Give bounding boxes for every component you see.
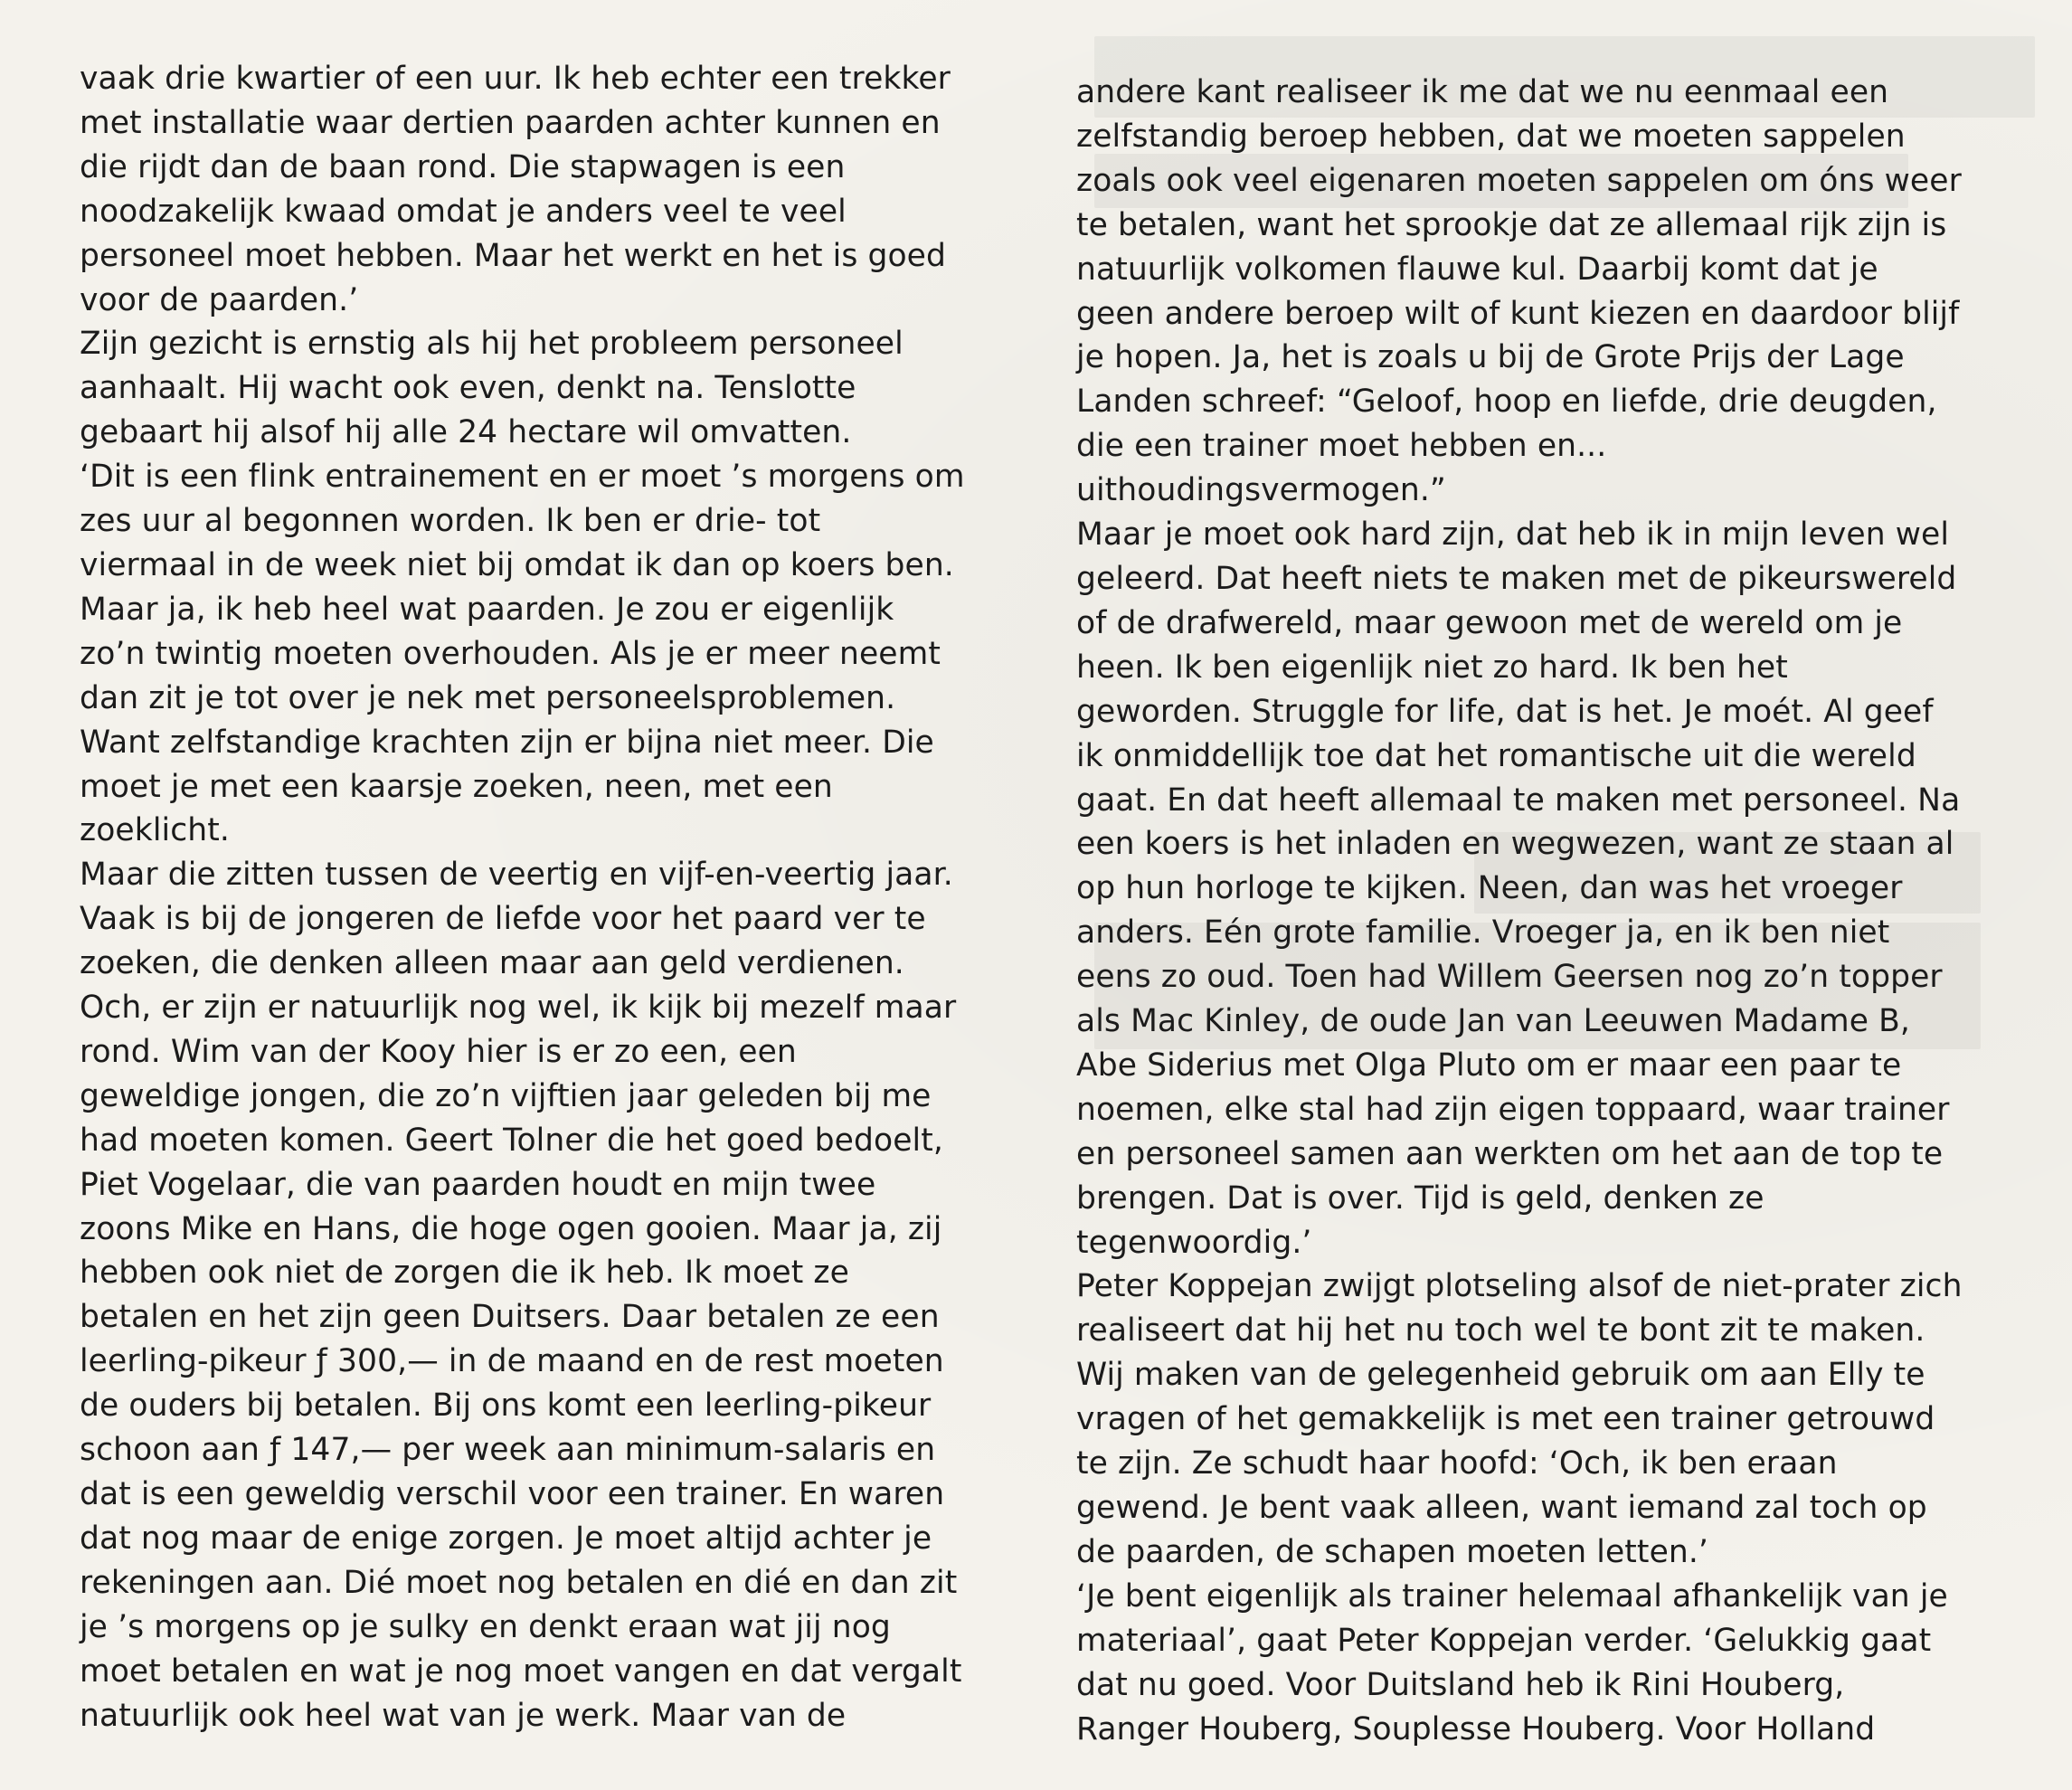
- left-column-text-line: rekeningen aan. Dié moet nog betalen en dié en dan zit: [80, 1564, 958, 1601]
- right-column-text-line: te zijn. Ze schudt haar hoofd: ‘Och, ik ben eraan: [1076, 1445, 1838, 1482]
- left-column-text-line: zo’n twintig moeten overhouden. Als je er meer neemt: [80, 635, 941, 672]
- left-column-text-line: Maar ja, ik heb heel wat paarden. Je zou er eigenlijk: [80, 591, 894, 628]
- left-column-text-line: schoon aan ƒ 147,— per week aan minimum-salaris en: [80, 1432, 936, 1469]
- left-column-text-line: dat nog maar de enige zorgen. Je moet altijd achter je: [80, 1520, 932, 1557]
- right-column-text-line: geen andere beroep wilt of kunt kiezen en daardoor blijf: [1076, 295, 1960, 332]
- right-column-text-line: Abe Siderius met Olga Pluto om er maar een paar te: [1076, 1047, 1902, 1084]
- right-column-text-line: Maar je moet ook hard zijn, dat heb ik in mijn leven wel: [1076, 516, 1950, 554]
- right-column-text-line: gaat. En dat heeft allemaal te maken met personeel. Na: [1076, 781, 1961, 819]
- right-column-text-line: tegenwoordig.’: [1076, 1224, 1312, 1261]
- left-column-text-line: aanhaalt. Hij wacht ook even, denkt na. Tenslotte: [80, 370, 856, 407]
- left-column-text-line: zoeken, die denken alleen maar aan geld verdienen.: [80, 945, 904, 982]
- left-column-text-line: ‘Dit is een flink entrainement en er moet ’s morgens om: [80, 459, 965, 496]
- left-column-text-line: hebben ook niet de zorgen die ik heb. Ik moet ze: [80, 1255, 849, 1292]
- right-column-text-line: te betalen, want het sprookje dat ze allemaal rijk zijn is: [1076, 206, 1947, 243]
- right-column-text-line: anders. Eén grote familie. Vroeger ja, en ik ben niet: [1076, 914, 1890, 952]
- left-column-text-line: moet betalen en wat je nog moet vangen en dat vergalt: [80, 1653, 962, 1690]
- left-column-text-line: zes uur al begonnen worden. Ik ben er drie- tot: [80, 503, 821, 540]
- right-column-text-line: geworden. Struggle for life, dat is het. Je moét. Al geef: [1076, 693, 1934, 730]
- left-column-text-line: met installatie waar dertien paarden achter kunnen en: [80, 104, 941, 141]
- left-column-text-line: dan zit je tot over je nek met personeelsproblemen.: [80, 679, 896, 716]
- right-column-text-line: als Mac Kinley, de oude Jan van Leeuwen Madame B,: [1076, 1003, 1910, 1040]
- right-column-text-line: realiseert dat hij het nu toch wel te bont zit te maken.: [1076, 1312, 1925, 1350]
- right-column-text-line: eens zo oud. Toen had Willem Geersen nog zo’n topper: [1076, 959, 1943, 996]
- right-column-text-line: Ranger Houberg, Souplesse Houberg. Voor Holland: [1076, 1710, 1876, 1747]
- right-column-text-line: vragen of het gemakkelijk is met een trainer getrouwd: [1076, 1401, 1935, 1438]
- right-column-text-line: natuurlijk volkomen flauwe kul. Daarbij komt dat je: [1076, 251, 1878, 288]
- left-column-text-line: Zijn gezicht is ernstig als hij het probleem personeel: [80, 326, 904, 363]
- left-column-text-line: had moeten komen. Geert Tolner die het goed bedoelt,: [80, 1122, 943, 1159]
- right-column-text-line: de paarden, de schapen moeten letten.’: [1076, 1533, 1708, 1570]
- left-column-text-line: vaak drie kwartier of een uur. Ik heb echter een trekker: [80, 61, 951, 97]
- left-text-column: [80, 57, 1052, 1738]
- left-column-text-line: gebaart hij alsof hij alle 24 hectare wil omvatten.: [80, 414, 852, 451]
- left-column-text-line: natuurlijk ook heel wat van je werk. Maar van de: [80, 1697, 847, 1734]
- left-column-text-line: betalen en het zijn geen Duitsers. Daar betalen ze een: [80, 1299, 940, 1336]
- right-column-text-line: zoals ook veel eigenaren moeten sappelen om óns weer: [1076, 162, 1962, 199]
- right-column-text-line: ik onmiddellijk toe dat het romantische uit die wereld: [1076, 737, 1916, 774]
- right-column-text-line: brengen. Dat is over. Tijd is geld, denken ze: [1076, 1179, 1765, 1217]
- right-column-text-line: noemen, elke stal had zijn eigen toppaard, waar trainer: [1076, 1091, 1950, 1128]
- left-column-text-line: Och, er zijn er natuurlijk nog wel, ik kijk bij mezelf maar: [80, 990, 957, 1027]
- left-column-text-line: Piet Vogelaar, die van paarden houdt en mijn twee: [80, 1166, 876, 1203]
- left-column-text-line: leerling-pikeur ƒ 300,— in de maand en de rest moeten: [80, 1343, 944, 1380]
- left-column-text-line: viermaal in de week niet bij omdat ik dan op koers ben.: [80, 546, 954, 583]
- left-column-text-line: rond. Wim van der Kooy hier is er zo een, een: [80, 1033, 797, 1070]
- right-column-text-line: uithoudingsvermogen.”: [1076, 472, 1446, 509]
- left-column-text-line: moet je met een kaarsje zoeken, neen, met een: [80, 768, 833, 805]
- left-column-text-line: voor de paarden.’: [80, 281, 359, 318]
- right-column-text-line: Peter Koppejan zwijgt plotseling alsof de niet-prater zich: [1076, 1268, 1963, 1305]
- left-column-text-line: dat is een geweldig verschil voor een trainer. En waren: [80, 1476, 945, 1512]
- right-column-text-line: Wij maken van de gelegenheid gebruik om aan Elly te: [1076, 1357, 1925, 1394]
- left-column-text-line: de ouders bij betalen. Bij ons komt een leerling-pikeur: [80, 1387, 932, 1425]
- right-column-text-line: zelfstandig beroep hebben, dat we moeten sappelen: [1076, 118, 1906, 155]
- right-column-text-line: Landen schreef: “Geloof, hoop en liefde, drie deugden,: [1076, 384, 1937, 421]
- left-column-text-line: je ’s morgens op je sulky en denkt eraan wat jij nog: [80, 1608, 891, 1645]
- right-column-text-line: op hun horloge te kijken. Neen, dan was het vroeger: [1076, 870, 1903, 907]
- right-column-text-line: dat nu goed. Voor Duitsland heb ik Rini Houberg,: [1076, 1666, 1845, 1703]
- right-column-text-line: geleerd. Dat heeft niets te maken met de pikeurswereld: [1076, 560, 1957, 597]
- left-column-text-line: personeel moet hebben. Maar het werkt en het is goed: [80, 237, 946, 274]
- left-column-text-line: zoeklicht.: [80, 812, 230, 849]
- left-column-text-line: Want zelfstandige krachten zijn er bijna niet meer. Die: [80, 724, 934, 761]
- right-column-text-line: je hopen. Ja, het is zoals u bij de Grote Prijs der Lage: [1076, 339, 1905, 376]
- left-column-text-line: Maar die zitten tussen de veertig en vijf-en-veertig jaar.: [80, 857, 953, 894]
- right-column-text-line: die een trainer moet hebben en...: [1076, 428, 1607, 465]
- right-column-text-line: ‘Je bent eigenlijk als trainer helemaal afhankelijk van je: [1076, 1577, 1948, 1615]
- left-column-text-line: Vaak is bij de jongeren de liefde voor het paard ver te: [80, 901, 926, 938]
- left-column-text-line: geweldige jongen, die zo’n vijftien jaar geleden bij me: [80, 1077, 932, 1114]
- right-column-text-line: andere kant realiseer ik me dat we nu eenmaal een: [1076, 74, 1889, 110]
- right-column-text-line: gewend. Je bent vaak alleen, want iemand zal toch op: [1076, 1490, 1927, 1526]
- right-column-text-line: materiaal’, gaat Peter Koppejan verder. ‘Gelukkig gaat: [1076, 1622, 1932, 1659]
- left-column-text-line: zoons Mike en Hans, die hoge ogen gooien. Maar ja, zij: [80, 1210, 942, 1247]
- left-column-text-line: noodzakelijk kwaad omdat je anders veel te veel: [80, 193, 847, 230]
- right-column-text-line: of de drafwereld, maar gewoon met de wereld om je: [1076, 604, 1903, 641]
- right-column-text-line: een koers is het inladen en wegwezen, want ze staan al: [1076, 826, 1954, 863]
- right-column-text-line: en personeel samen aan werkten om het aan de top te: [1076, 1135, 1944, 1172]
- right-text-column: [1076, 71, 2035, 1751]
- right-column-text-line: heen. Ik ben eigenlijk niet zo hard. Ik ben het: [1076, 649, 1788, 686]
- left-column-text-line: die rijdt dan de baan rond. Die stapwagen is een: [80, 148, 846, 185]
